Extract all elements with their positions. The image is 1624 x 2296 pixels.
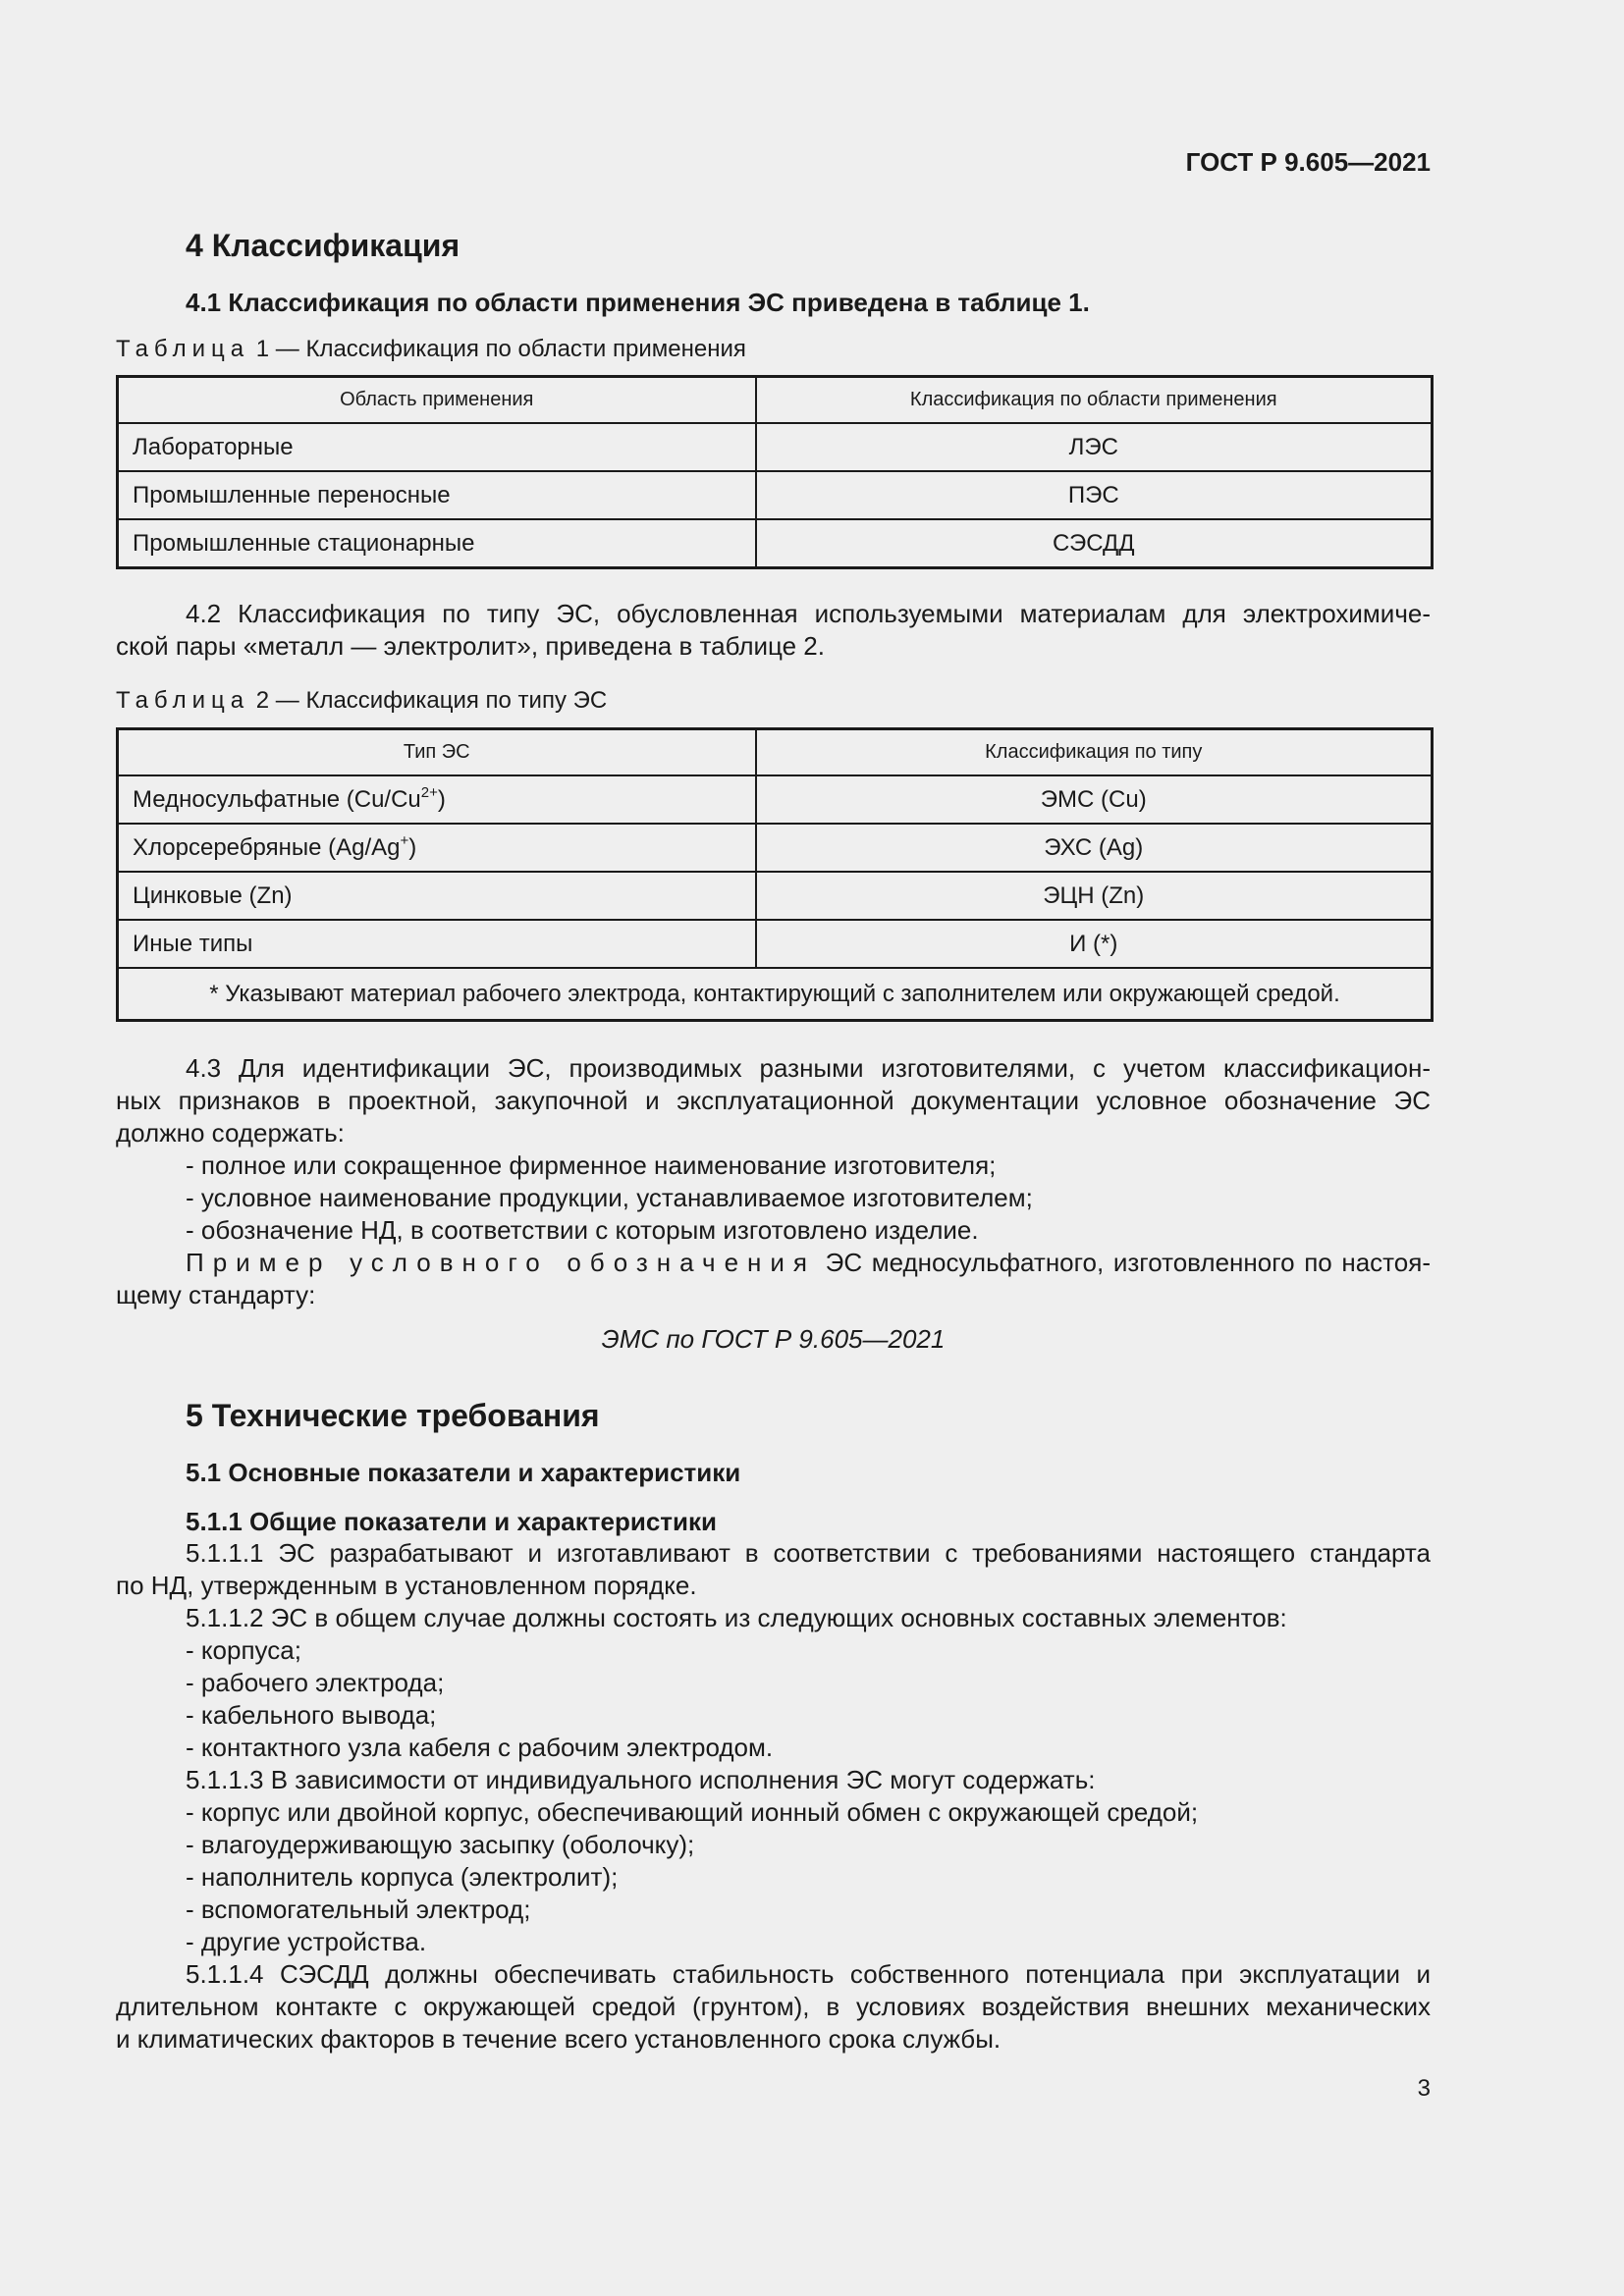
list-item: - обозначение НД, в соответствии с которым изготовлено изделие.: [186, 1215, 979, 1245]
table-1-header-row: [118, 377, 1433, 424]
cell-superscript: +: [400, 831, 409, 849]
standard-code-header: ГОСТ Р 9.605—2021: [1185, 147, 1431, 177]
table-2-footnote: * Указывают материал рабочего электрода, контактирующий с заполнителем или окружающей средой.: [118, 968, 1433, 1021]
table-row: [118, 775, 1433, 824]
paragraph-4-1: 4.1 Классификация по области применения ЭС приведена в таблице 1.: [186, 288, 1090, 317]
table-note-row: [118, 968, 1433, 1021]
table-1: [116, 375, 1434, 569]
table-row: [118, 872, 1433, 920]
paragraph-line: и климатических факторов в течение всего установленного срока службы.: [116, 2024, 1001, 2054]
paragraph-line: 5.1.1.1 ЭС разрабатывают и изготавливают в соответствии с требованиями настоящего стандарта: [186, 1538, 1431, 1568]
paragraph-line: длительном контакте с окружающей средой (грунтом), в условиях воздействия внешних механических: [116, 1992, 1431, 2021]
paragraph-line: 5.1.1.2 ЭС в общем случае должны состоять из следующих основных составных элементов:: [186, 1603, 1287, 1632]
paragraph-line: ных признаков в проектной, закупочной и эксплуатационной документации условное обозначение ЭС: [116, 1086, 1431, 1115]
table-cell: Лабораторные: [118, 423, 756, 471]
cell-text: Медносульфатные (Cu/Cu: [133, 785, 421, 813]
table-1-header-cell: Классификация по области применения: [756, 377, 1433, 424]
section-5-title: 5 Технические требования: [186, 1398, 600, 1433]
paragraph-4-3: [116, 1052, 1431, 1311]
table-cell: ПЭС: [756, 471, 1433, 519]
list-item: - корпуса;: [186, 1635, 301, 1665]
table-cell: ЛЭС: [756, 423, 1433, 471]
list-item: - наполнитель корпуса (электролит);: [186, 1862, 619, 1892]
table-2-header-cell: Классификация по типу: [756, 729, 1433, 776]
table-cell: ЭМС (Cu): [756, 775, 1433, 824]
example-label: Пример условного обозначения: [186, 1248, 817, 1277]
table-cell: Иные типы: [118, 920, 756, 968]
table-row: [118, 471, 1433, 519]
list-item: - корпус или двойной корпус, обеспечивающий ионный обмен с окружающей средой;: [186, 1797, 1199, 1827]
table-2-caption-text: 2 — Классификация по типу ЭС: [249, 687, 608, 714]
table-2-caption: [116, 687, 607, 715]
table-row: [118, 423, 1433, 471]
subsection-5-1-1-title: 5.1.1 Общие показатели и характеристики: [186, 1507, 717, 1536]
example-text: ЭС медносульфатного, изготовленного по настоя-: [816, 1248, 1431, 1277]
table-cell: СЭСДД: [756, 519, 1433, 568]
table-1-caption-word: Таблица: [116, 336, 250, 362]
cell-text: Хлорсеребряные (Ag/Ag: [133, 833, 401, 861]
table-2-caption-word: Таблица: [116, 687, 250, 714]
table-2: [116, 727, 1434, 1022]
table-1-caption-text: 1 — Классификация по области применения: [249, 336, 746, 362]
example-line: [116, 1247, 1431, 1279]
table-cell: ЭЦН (Zn): [756, 872, 1433, 920]
paragraph-4-2: [116, 598, 1431, 663]
cell-text-end: ): [408, 833, 417, 861]
table-2-header-row: [118, 729, 1433, 776]
example-designation: ЭМС по ГОСТ Р 9.605—2021: [601, 1324, 946, 1354]
table-1-caption: [116, 336, 746, 363]
paragraph-line: 5.1.1.4 СЭСДД должны обеспечивать стабильность собственного потенциала при эксплуатации и: [186, 1959, 1431, 1989]
table-1-header-cell: Область применения: [118, 377, 756, 424]
list-item: - другие устройства.: [186, 1927, 427, 1956]
list-item: - полное или сокращенное фирменное наименование изготовителя;: [186, 1150, 997, 1180]
paragraph-line: по НД, утвержденным в установленном порядке.: [116, 1571, 697, 1600]
table-cell: [118, 824, 756, 872]
cell-superscript: 2+: [420, 783, 438, 801]
table-cell: Промышленные переносные: [118, 471, 756, 519]
paragraph-line: должно содержать:: [116, 1118, 345, 1148]
section-4-title: 4 Классификация: [186, 228, 460, 263]
table-2-header-cell: Тип ЭС: [118, 729, 756, 776]
paragraph-line: щему стандарту:: [116, 1280, 316, 1309]
list-item: - кабельного вывода;: [186, 1700, 437, 1730]
list-item: - условное наименование продукции, устанавливаемое изготовителем;: [186, 1183, 1033, 1212]
table-row: [118, 824, 1433, 872]
table-row: [118, 920, 1433, 968]
subsection-5-1-title: 5.1 Основные показатели и характеристики: [186, 1458, 741, 1487]
table-row: [118, 519, 1433, 568]
list-item: - рабочего электрода;: [186, 1668, 445, 1697]
table-cell: И (*): [756, 920, 1433, 968]
paragraph-line: ской пары «металл — электролит», приведена в таблице 2.: [116, 631, 825, 661]
list-item: - контактного узла кабеля с рабочим электродом.: [186, 1733, 774, 1762]
list-item: - влагоудерживающую засыпку (оболочку);: [186, 1830, 695, 1859]
section-5-body: [116, 1537, 1431, 2056]
paragraph-line: 4.3 Для идентификации ЭС, производимых разными изготовителями, с учетом классификацион-: [186, 1053, 1431, 1083]
table-cell: Цинковые (Zn): [118, 872, 756, 920]
table-cell: ЭХС (Ag): [756, 824, 1433, 872]
paragraph-line: 4.2 Классификация по типу ЭС, обусловленная используемыми материалам для электрохимиче-: [186, 599, 1431, 628]
page-number: 3: [1417, 2075, 1431, 2102]
list-item: - вспомогательный электрод;: [186, 1895, 531, 1924]
cell-text-end: ): [437, 785, 446, 813]
paragraph-line: 5.1.1.3 В зависимости от индивидуального исполнения ЭС могут содержать:: [186, 1765, 1096, 1794]
table-cell: [118, 775, 756, 824]
table-cell: Промышленные стационарные: [118, 519, 756, 568]
